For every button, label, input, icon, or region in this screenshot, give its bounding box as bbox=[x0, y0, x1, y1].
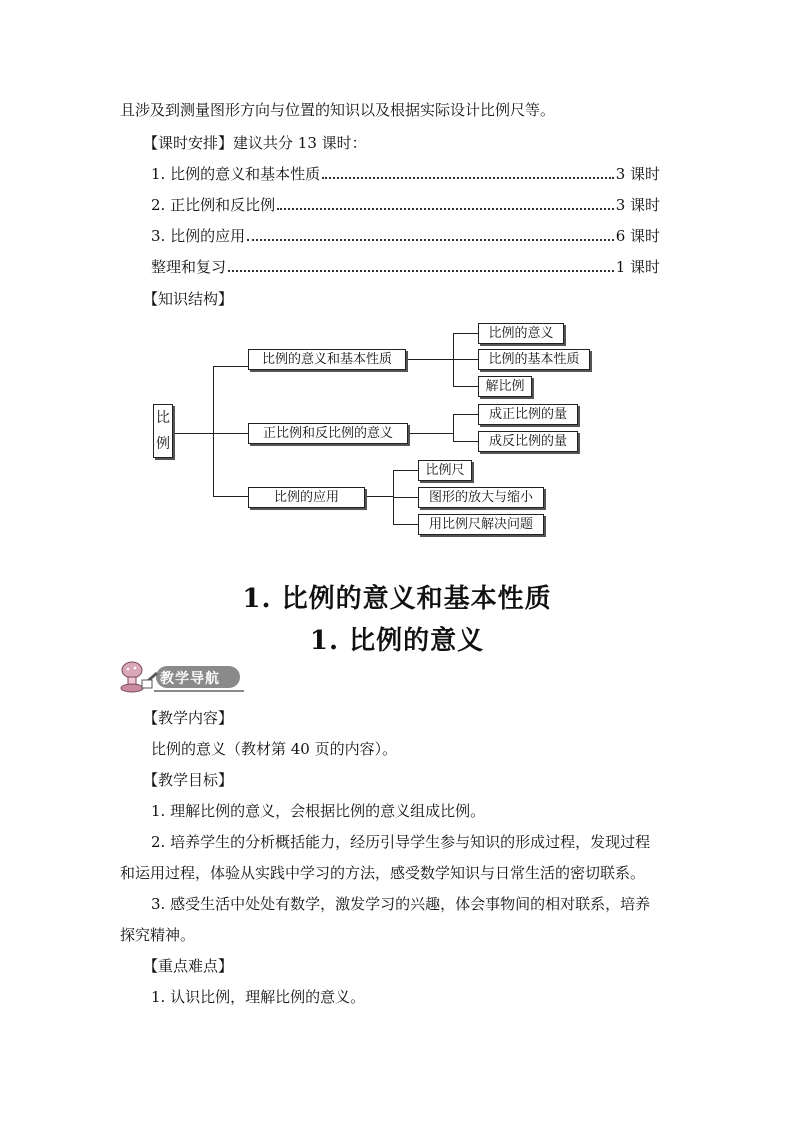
toc-hours: 3 课时 bbox=[615, 196, 660, 214]
leaf-node: 成正比例的量 bbox=[478, 404, 578, 425]
connector bbox=[213, 366, 249, 367]
root-char: 例 bbox=[156, 436, 170, 452]
connector bbox=[453, 333, 478, 334]
connector bbox=[408, 433, 453, 434]
toc-label: 1. 比例的意义和基本性质 bbox=[151, 165, 321, 183]
schedule-heading: 【课时安排】建议共分 13 课时： bbox=[143, 134, 367, 152]
toc-row bbox=[151, 226, 660, 246]
branch-node: 比例的意义和基本性质 bbox=[248, 349, 406, 370]
connector bbox=[393, 497, 418, 498]
connector bbox=[453, 414, 454, 441]
root-char: 比 bbox=[156, 410, 170, 426]
connector bbox=[408, 359, 453, 360]
toc-row bbox=[151, 257, 660, 277]
branch-node: 比例的应用 bbox=[248, 487, 365, 508]
goals-heading: 【教学目标】 bbox=[143, 771, 234, 789]
section-title: 1. 比例的意义和基本性质 bbox=[242, 584, 552, 614]
leaf-node: 解比例 bbox=[478, 376, 532, 397]
branch-node: 正比例和反比例的意义 bbox=[248, 423, 408, 444]
leaf-node: 比例尺 bbox=[418, 460, 472, 481]
toc-leader-dots bbox=[228, 270, 614, 272]
toc-label: 整理和复习 bbox=[151, 258, 227, 276]
toc-hours: 1 课时 bbox=[615, 258, 660, 276]
goal-item-continued: 探究精神。 bbox=[120, 926, 196, 944]
goal-item-continued: 和运用过程，体验从实践中学习的方法，感受数学知识与日常生活的密切联系。 bbox=[120, 864, 646, 882]
toc-row bbox=[151, 164, 660, 184]
subsection-title: 1. 比例的意义 bbox=[309, 626, 485, 656]
toc-leader-dots bbox=[247, 239, 614, 241]
key-point-item: 1. 认识比例，理解比例的意义。 bbox=[151, 988, 366, 1006]
nav-badge-label: 教学导航 bbox=[160, 671, 220, 687]
leaf-node: 成反比例的量 bbox=[478, 431, 578, 452]
intro-line: 且涉及到测量图形方向与位置的知识以及根据实际设计比例尺等。 bbox=[120, 101, 556, 119]
goal-item: 1. 理解比例的意义，会根据比例的意义组成比例。 bbox=[151, 802, 486, 820]
toc-label: 2. 正比例和反比例 bbox=[151, 196, 276, 214]
connector bbox=[213, 496, 249, 497]
connector bbox=[453, 359, 478, 360]
connector bbox=[213, 433, 249, 434]
toc-label: 3. 比例的应用 bbox=[151, 227, 246, 245]
leaf-node: 比例的意义 bbox=[478, 323, 564, 344]
toc-hours: 6 课时 bbox=[615, 227, 660, 245]
leaf-node: 比例的基本性质 bbox=[478, 349, 590, 370]
connector bbox=[453, 414, 478, 415]
leaf-node: 用比例尺解决问题 bbox=[418, 514, 544, 535]
toc-row bbox=[151, 195, 660, 215]
toc-leader-dots bbox=[277, 208, 614, 210]
teaching-content-heading: 【教学内容】 bbox=[143, 709, 234, 727]
structure-heading: 【知识结构】 bbox=[143, 290, 234, 308]
connector bbox=[453, 441, 478, 442]
goal-item: 3. 感受生活中处处有数学，激发学习的兴趣，体会事物间的相对联系，培养 bbox=[151, 895, 651, 913]
toc-leader-dots bbox=[322, 177, 614, 179]
key-points-heading: 【重点难点】 bbox=[143, 957, 234, 975]
connector bbox=[213, 366, 214, 496]
leaf-node: 图形的放大与缩小 bbox=[418, 487, 544, 508]
toc-hours: 3 课时 bbox=[615, 165, 660, 183]
connector bbox=[365, 496, 393, 497]
connector bbox=[393, 524, 418, 525]
teaching-content: 比例的意义（教材第 40 页的内容）。 bbox=[151, 740, 398, 758]
connector bbox=[453, 386, 478, 387]
connector bbox=[173, 433, 213, 434]
connector bbox=[393, 470, 418, 471]
goal-item: 2. 培养学生的分析概括能力，经历引导学生参与知识的形成过程，发现过程 bbox=[151, 833, 651, 851]
root-node bbox=[153, 404, 173, 458]
